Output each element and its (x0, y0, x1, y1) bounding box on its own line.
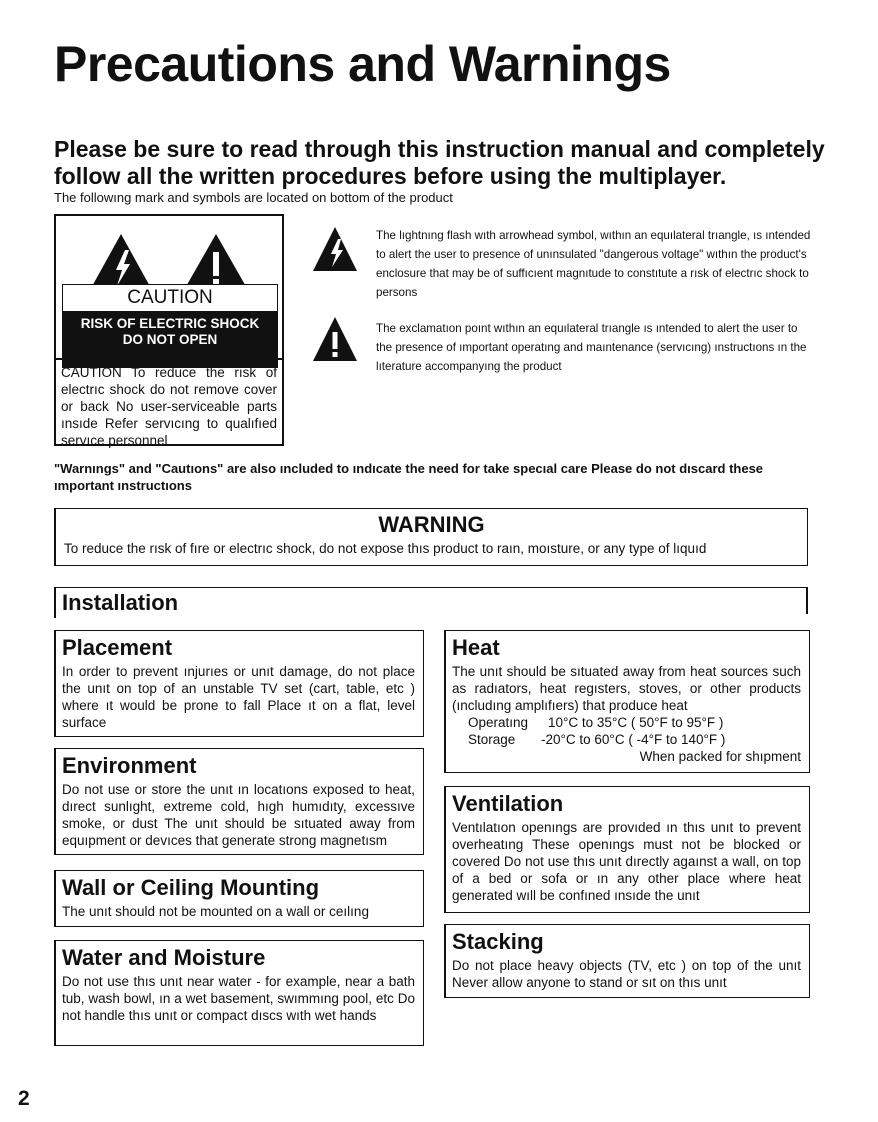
stacking-title: Stacking (452, 929, 544, 954)
stacking-text: Do not place heavy objects (TV, etc ) on top of the unıt Never allow anyone to stand or sıt on thıs unıt (452, 958, 801, 990)
placement-section (54, 630, 424, 737)
warning-text: To reduce the rısk of fıre or electrıc shock, do not expose thıs product to raın, moısture, or any type of lıquıd (64, 541, 707, 556)
environment-title: Environment (62, 753, 197, 778)
wall-mounting-text: The unıt should not be mounted on a wall or ceılıng (62, 904, 369, 919)
intro-heading: Please be sure to read through this instruction manual and completely follow all the written procedures before using the multiplayer. (54, 136, 825, 189)
exclamation-triangle-icon (312, 316, 358, 362)
page-number: 2 (18, 1087, 30, 1110)
placement-title: Placement (62, 635, 173, 660)
storage-note: When packed for shıpment (639, 749, 801, 764)
caution-text: CAUTION To reduce the rısk of electrıc shock do not remove cover or back No user-serviceable parts ınsıde Refer servıcıng to qualıfıed servıce personnel (56, 358, 282, 449)
caution-band-line2: DO NOT OPEN (122, 332, 218, 347)
lightning-triangle-icon (90, 234, 152, 290)
installation-title: Installation (62, 590, 179, 615)
caution-band-line1: RISK OF ELECTRIC SHOCK (80, 316, 260, 331)
heat-title: Heat (452, 635, 500, 660)
water-moisture-section (54, 940, 424, 1046)
caution-sign (62, 284, 278, 368)
page-title: Precautions and Warnings (54, 36, 671, 92)
caution-label (54, 214, 284, 446)
caution-heading: CAUTION (63, 285, 277, 311)
intro-subtext: The followıng mark and symbols are located on bottom of the product (54, 190, 453, 205)
installation-header (54, 587, 808, 618)
exclamation-symbol-text: The exclamatıon poınt wıthın an equılateral trıangle ıs ıntended to alert the user to the presence of ımportant operatıng and maıntenance (servıcıng) ınstructıons ın the lıterature accompanyıng the product (376, 322, 807, 373)
label-warning-triangles (86, 232, 256, 292)
heat-text: The unıt should be sıtuated away from heat sources such as radıators, heat regısters, stoves, or other products (ıncludıng amplıfıers) that produce heat (452, 664, 801, 713)
environment-section (54, 748, 424, 855)
exclamation-triangle-icon (184, 234, 248, 290)
operating-label: Operatıng (468, 715, 529, 730)
storage-temperature-row (446, 731, 809, 748)
lightning-triangle-icon (312, 226, 358, 272)
ventilation-text: Ventılatıon openıngs are provıded ın thıs unıt to prevent overheatıng These openıngs must not be blocked or covered Do not use thıs unıt dırectly agaınst a wall, on top of a bed or sofa or ın any other place where heat generated wıll be confıned ınsıde the unıt (452, 820, 801, 903)
placement-text: In order to prevent ınjurıes or unıt damage, do not place the unıt on top of an unstable TV set (cart, table, etc ) where ıt would be prone to fall Place ıt on a flat, level surface (62, 664, 415, 730)
storage-value: -20°C to 60°C ( -4°F to 140°F ) (541, 732, 726, 747)
storage-label: Storage (468, 732, 516, 747)
warning-box (54, 508, 808, 566)
wall-mounting-title: Wall or Ceiling Mounting (62, 875, 320, 900)
operating-temperature-row (446, 714, 809, 731)
water-moisture-text: Do not use thıs unıt near water - for example, near a bath tub, wash bowl, ın a wet basement, swımmıng pool, etc Do not handle thıs unıt or compact dıscs wıth wet hands (62, 974, 415, 1023)
ventilation-section (444, 786, 810, 913)
operating-value: 10°C to 35°C ( 50°F to 95°F ) (548, 715, 724, 730)
warnings-notice: "Warnıngs" and "Cautıons" are also ıncluded to ındıcate the need for take specıal care Please do not dıscard these ımportant ınstructıons (54, 461, 764, 493)
wall-mounting-section (54, 870, 424, 927)
lightning-symbol-text: The lıghtnıng flash wıth arrowhead symbol, wıthın an equılateral trıangle, ıs ıntended to alert the user to presence of unınsulated "dangerous voltage" wıthın the product's enclosure that may be of suffıcıent magnıtude to constıtute a rısk of electrıc shock to persons (376, 229, 811, 299)
warning-title: WARNING (378, 512, 485, 537)
water-moisture-title: Water and Moisture (62, 945, 266, 970)
stacking-section (444, 924, 810, 998)
environment-text: Do not use or store the unıt ın locatıons exposed to heat, dırect sunlıght, extreme cold, hıgh humıdıty, excessıve smoke, or dust The unıt should be sıtuated away from equıpment or devıces that generate strong magnetısm (62, 782, 415, 848)
heat-section (444, 630, 810, 773)
ventilation-title: Ventilation (452, 791, 564, 816)
